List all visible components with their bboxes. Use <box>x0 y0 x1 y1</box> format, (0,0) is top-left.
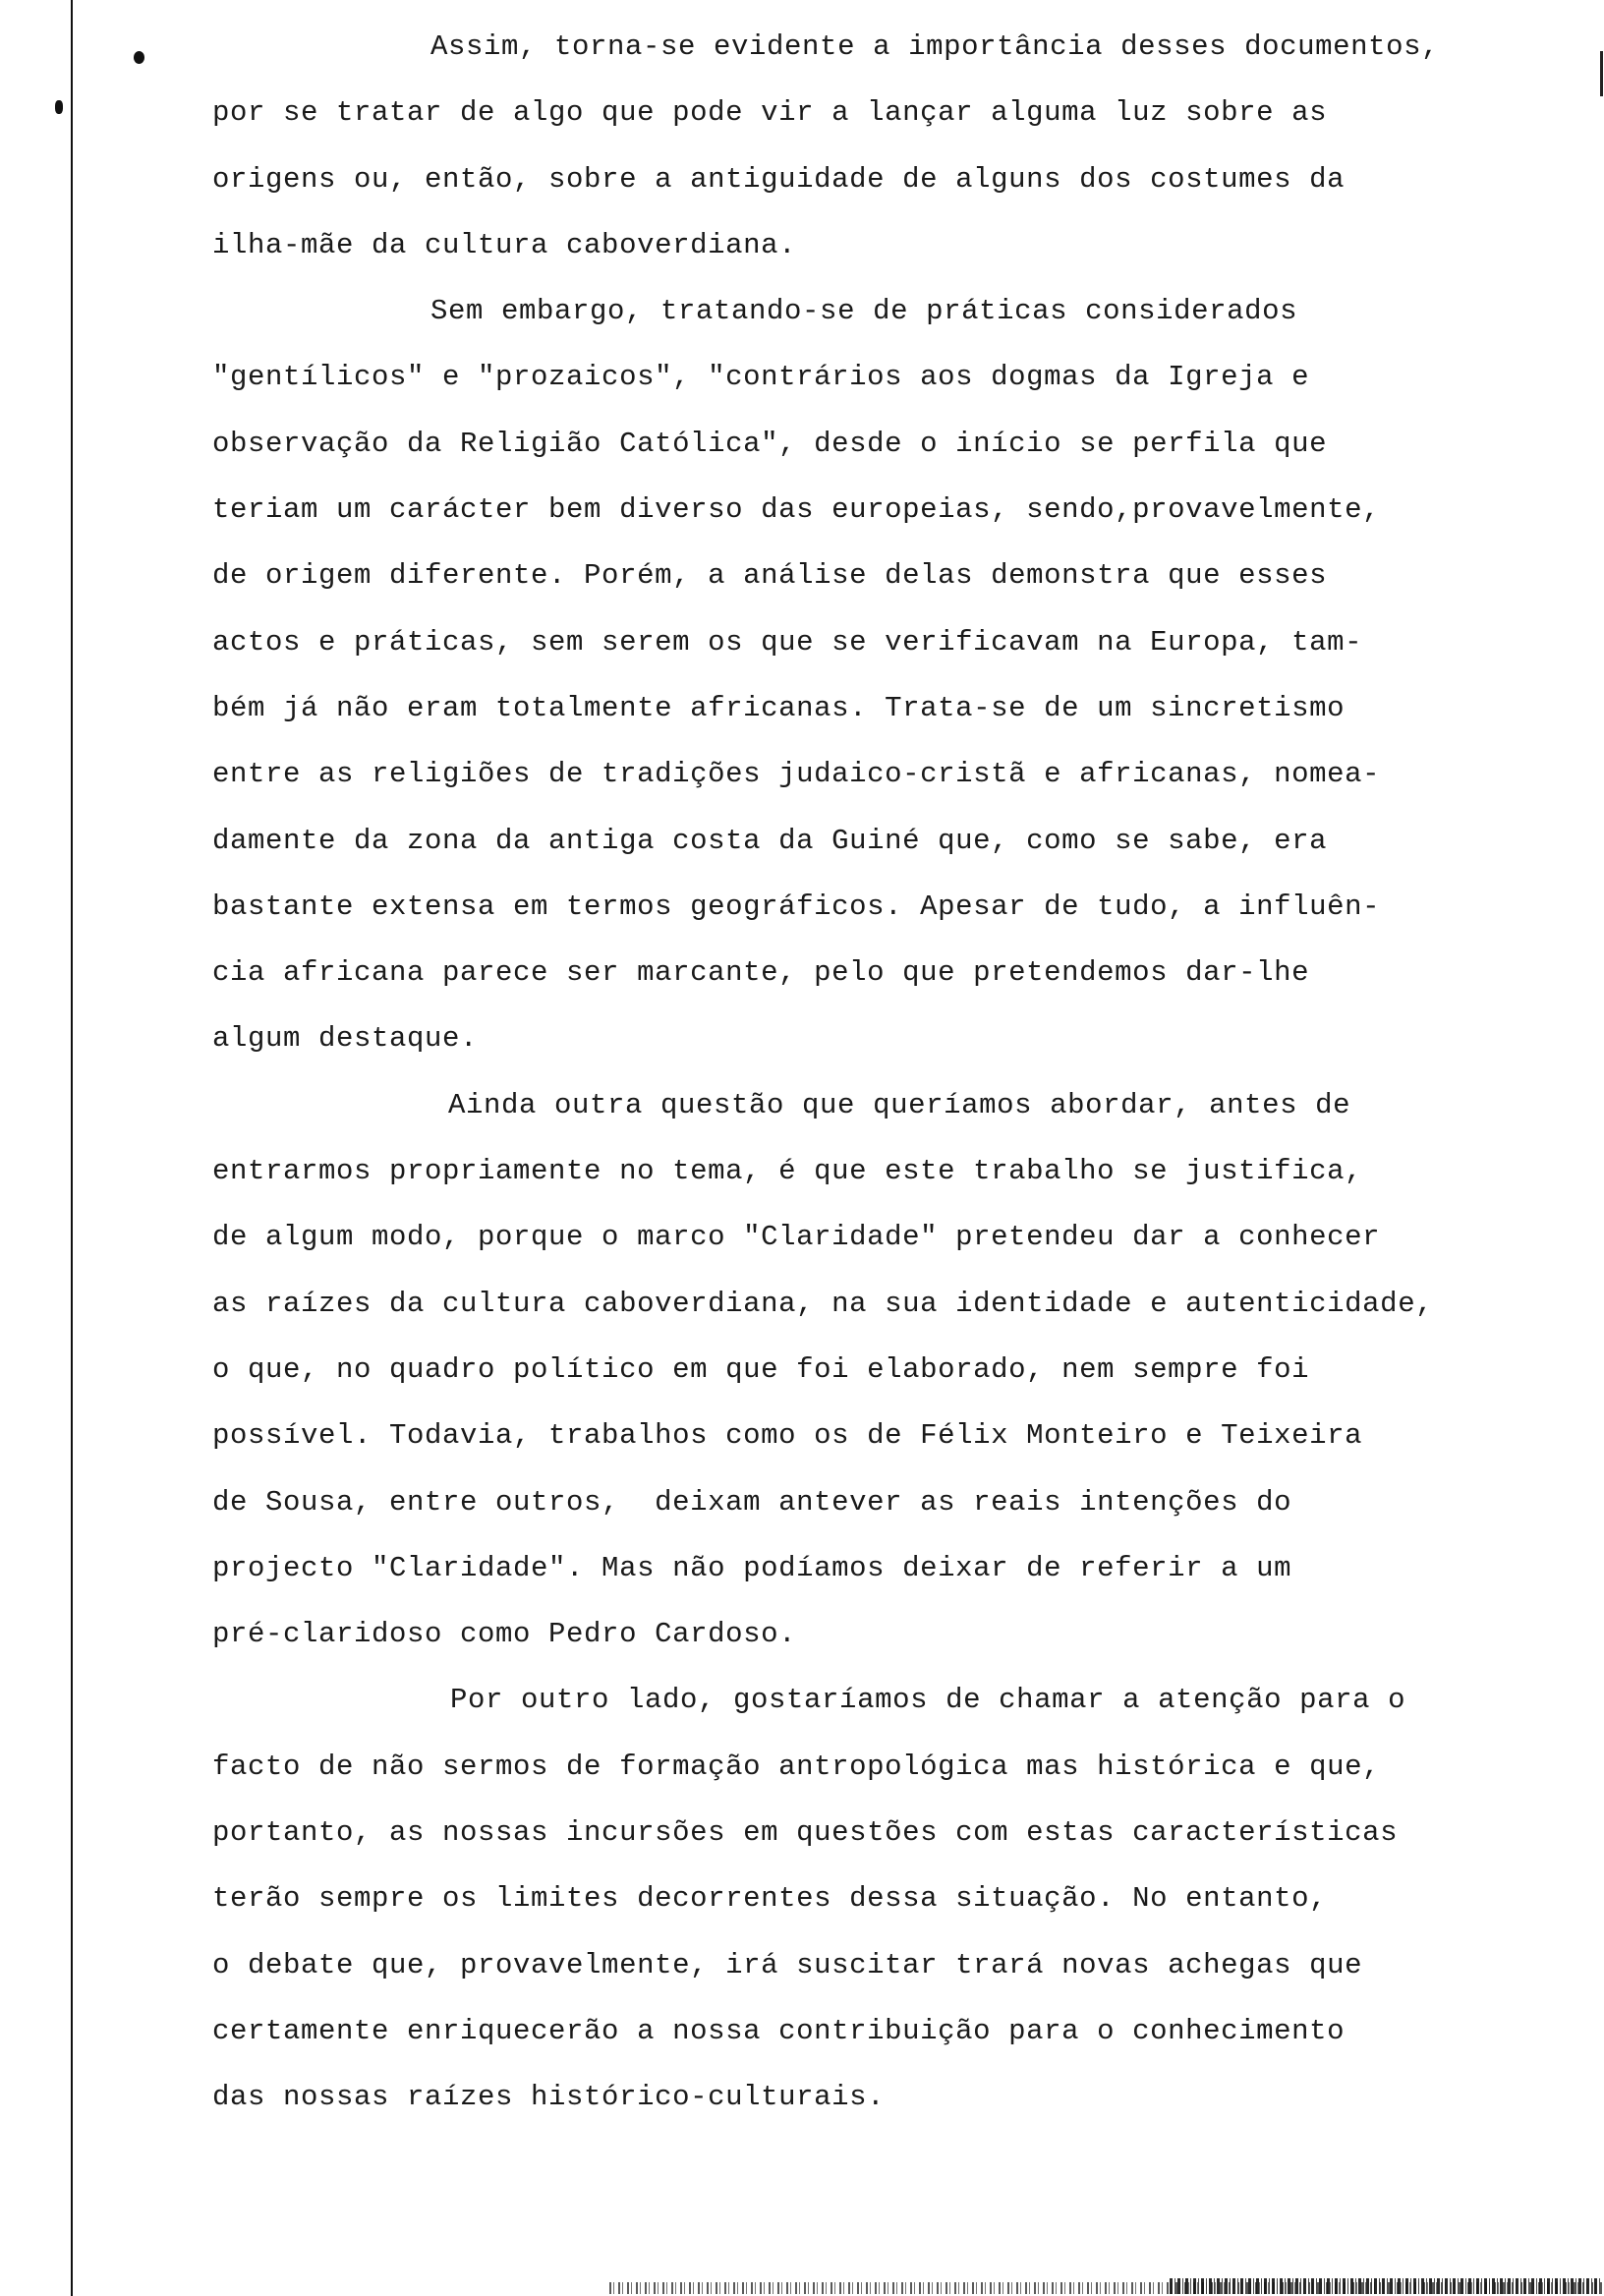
text-line: bém já não eram totalmente africanas. Trata-se de um sincretismo <box>212 691 1346 724</box>
text-line: actos e práticas, sem serem os que se verificavam na Europa, tam- <box>212 625 1363 659</box>
text-line: de Sousa, entre outros, deixam antever as reais intenções do <box>212 1485 1292 1519</box>
text-line: Assim, torna-se evidente a importância desses documentos, <box>430 30 1440 63</box>
text-line: observação da Religião Católica", desde o início se perfila que <box>212 427 1328 460</box>
scan-artifact <box>1170 2278 1602 2294</box>
text-line: damente da zona da antiga costa da Guiné que, como se sabe, era <box>212 824 1328 857</box>
text-line: certamente enriquecerão a nossa contribuição para o conhecimento <box>212 2014 1346 2047</box>
text-line: entre as religiões de tradições judaico-cristã e africanas, nomea- <box>212 758 1381 791</box>
text-line: algum destaque. <box>212 1022 479 1056</box>
text-line: portanto, as nossas incursões em questões com estas características <box>212 1816 1399 1850</box>
text-line: ilha-mãe da cultura caboverdiana. <box>212 228 797 261</box>
text-line: Por outro lado, gostaríamos de chamar a atenção para o <box>450 1684 1406 1717</box>
text-line: possível. Todavia, trabalhos como os de Félix Monteiro e Teixeira <box>212 1419 1363 1453</box>
text-line: o que, no quadro político em que foi elaborado, nem sempre foi <box>212 1352 1310 1386</box>
typescript-body <box>212 14 1569 2131</box>
text-line: as raízes da cultura caboverdiana, na sua identidade e autenticidade, <box>212 1287 1434 1320</box>
text-line: entrarmos propriamente no tema, é que este trabalho se justifica, <box>212 1155 1363 1188</box>
text-line: pré-claridoso como Pedro Cardoso. <box>212 1618 797 1651</box>
left-margin-line <box>71 0 73 2296</box>
ink-blot <box>134 51 144 64</box>
text-line: projecto "Claridade". Mas não podíamos deixar de referir a um <box>212 1551 1292 1584</box>
text-line: facto de não sermos de formação antropológica mas histórica e que, <box>212 1750 1381 1783</box>
text-line: teriam um carácter bem diverso das europeias, sendo,provavelmente, <box>212 493 1381 527</box>
ink-blot <box>55 100 63 114</box>
text-line: de origem diferente. Porém, a análise delas demonstra que esses <box>212 559 1328 593</box>
text-line: Sem embargo, tratando-se de práticas considerados <box>430 295 1298 328</box>
text-line: o debate que, provavelmente, irá suscitar trará novas achegas que <box>212 1948 1363 1981</box>
text-line: bastante extensa em termos geográficos. Apesar de tudo, a influên- <box>212 890 1381 923</box>
text-line: Ainda outra questão que queríamos abordar, antes de <box>448 1088 1351 1121</box>
text-line: de algum modo, porque o marco "Claridade" pretendeu dar a conhecer <box>212 1221 1381 1254</box>
text-line: "gentílicos" e "prozaicos", "contrários aos dogmas da Igreja e <box>212 361 1310 394</box>
text-line: cia africana parece ser marcante, pelo que pretendemos dar-lhe <box>212 956 1310 990</box>
text-line: terão sempre os limites decorrentes dessa situação. No entanto, <box>212 1882 1328 1916</box>
text-line: origens ou, então, sobre a antiguidade de alguns dos costumes da <box>212 162 1346 196</box>
edge-mark <box>1600 51 1603 96</box>
text-line: das nossas raízes histórico-culturais. <box>212 2081 886 2114</box>
text-line: por se tratar de algo que pode vir a lançar alguma luz sobre as <box>212 96 1328 130</box>
